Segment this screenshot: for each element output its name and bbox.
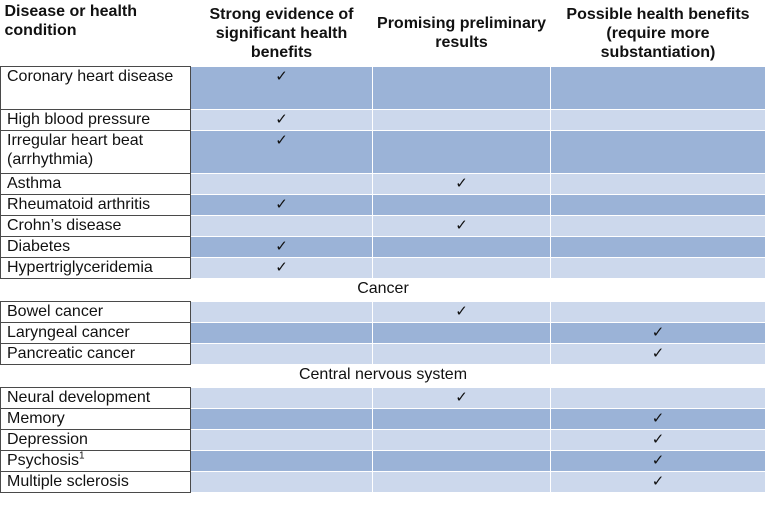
strong-evidence-cell <box>191 323 373 344</box>
check-icon: ✓ <box>275 238 288 255</box>
table-row <box>1 409 765 430</box>
promising-cell <box>373 409 551 430</box>
promising-cell <box>373 388 551 409</box>
check-icon: ✓ <box>651 473 665 490</box>
possible-cell <box>551 237 765 258</box>
header-condition: Disease or health condition <box>1 0 191 67</box>
possible-cell <box>551 131 765 174</box>
check-icon: ✓ <box>455 389 468 406</box>
check-icon: ✓ <box>651 345 665 362</box>
section-row <box>1 365 765 388</box>
condition-text: Laryngeal cancer <box>7 324 130 341</box>
promising-cell <box>373 67 551 110</box>
header-promising: Promising preliminary results <box>373 0 551 67</box>
promising-cell <box>373 237 551 258</box>
condition-text: Memory <box>7 410 65 427</box>
possible-cell <box>551 409 765 430</box>
condition-text: Diabetes <box>7 238 71 255</box>
possible-cell <box>551 110 765 131</box>
table-body <box>1 67 765 493</box>
condition-text: Coronary heart disease <box>7 68 174 85</box>
check-icon: ✓ <box>275 259 288 276</box>
check-icon: ✓ <box>651 324 665 341</box>
condition-text: Bowel cancer <box>7 303 104 320</box>
check-icon: ✓ <box>275 68 288 85</box>
section-row <box>1 279 765 302</box>
table-row <box>1 430 765 451</box>
strong-evidence-cell <box>191 237 373 258</box>
check-icon: ✓ <box>455 175 468 192</box>
condition-text: Psychosis <box>7 452 80 469</box>
check-icon: ✓ <box>275 111 288 128</box>
condition-label <box>1 451 191 472</box>
table-row <box>1 237 765 258</box>
table-row <box>1 302 765 323</box>
header-row <box>1 0 765 67</box>
strong-evidence-cell <box>191 195 373 216</box>
table-row <box>1 110 765 131</box>
condition-label <box>1 302 191 323</box>
check-icon: ✓ <box>455 303 468 320</box>
promising-cell <box>373 131 551 174</box>
strong-evidence-cell <box>191 174 373 195</box>
promising-cell <box>373 195 551 216</box>
promising-cell <box>373 110 551 131</box>
strong-evidence-cell <box>191 451 373 472</box>
strong-evidence-cell <box>191 258 373 279</box>
table-row <box>1 174 765 195</box>
footnote-marker: 1 <box>79 450 85 462</box>
possible-cell <box>551 258 765 279</box>
table-row <box>1 344 765 365</box>
condition-label <box>1 388 191 409</box>
condition-label <box>1 409 191 430</box>
check-icon: ✓ <box>455 217 468 234</box>
promising-cell <box>373 451 551 472</box>
possible-cell <box>551 451 765 472</box>
promising-cell <box>373 258 551 279</box>
condition-label <box>1 67 191 110</box>
condition-label <box>1 323 191 344</box>
condition-text: Rheumatoid arthritis <box>7 196 151 213</box>
table-row <box>1 388 765 409</box>
condition-label <box>1 344 191 365</box>
strong-evidence-cell <box>191 388 373 409</box>
table-row <box>1 472 765 493</box>
condition-text: Depression <box>7 431 88 448</box>
condition-label <box>1 195 191 216</box>
table-row <box>1 216 765 237</box>
promising-cell <box>373 472 551 493</box>
condition-text: Hypertriglyceridemia <box>7 259 153 276</box>
condition-text: Pancreatic cancer <box>7 345 136 362</box>
condition-label <box>1 216 191 237</box>
condition-label <box>1 110 191 131</box>
condition-label <box>1 258 191 279</box>
table-row <box>1 67 765 110</box>
table-row <box>1 131 765 174</box>
promising-cell <box>373 174 551 195</box>
section-label: Central nervous system <box>1 365 765 388</box>
strong-evidence-cell <box>191 131 373 174</box>
table-row <box>1 323 765 344</box>
condition-text: High blood pressure <box>7 111 151 128</box>
strong-evidence-cell <box>191 110 373 131</box>
condition-text: Irregular heart beat (arrhythmia) <box>7 132 144 168</box>
strong-evidence-cell <box>191 430 373 451</box>
table-row <box>1 451 765 472</box>
check-icon: ✓ <box>275 132 288 149</box>
header-possible: Possible health benefits (require more substantiation) <box>551 0 765 67</box>
possible-cell <box>551 174 765 195</box>
check-icon: ✓ <box>651 452 665 469</box>
possible-cell <box>551 430 765 451</box>
condition-label <box>1 237 191 258</box>
check-icon: ✓ <box>275 196 288 213</box>
possible-cell <box>551 302 765 323</box>
promising-cell <box>373 323 551 344</box>
header-strong-evidence: Strong evidence of significant health benefits <box>191 0 373 67</box>
condition-text: Crohn’s disease <box>7 217 122 234</box>
table-row <box>1 195 765 216</box>
promising-cell <box>373 216 551 237</box>
promising-cell <box>373 430 551 451</box>
condition-label <box>1 131 191 174</box>
condition-text: Asthma <box>7 175 62 192</box>
strong-evidence-cell <box>191 216 373 237</box>
strong-evidence-cell <box>191 472 373 493</box>
promising-cell <box>373 302 551 323</box>
table-row <box>1 258 765 279</box>
check-icon: ✓ <box>651 410 665 427</box>
check-icon: ✓ <box>651 431 665 448</box>
possible-cell <box>551 323 765 344</box>
strong-evidence-cell <box>191 409 373 430</box>
condition-label <box>1 472 191 493</box>
strong-evidence-cell <box>191 302 373 323</box>
possible-cell <box>551 344 765 365</box>
possible-cell <box>551 388 765 409</box>
strong-evidence-cell <box>191 67 373 110</box>
possible-cell <box>551 216 765 237</box>
condition-text: Neural development <box>7 389 151 406</box>
strong-evidence-cell <box>191 344 373 365</box>
possible-cell <box>551 195 765 216</box>
condition-text: Multiple sclerosis <box>7 473 129 490</box>
condition-label <box>1 174 191 195</box>
possible-cell <box>551 472 765 493</box>
possible-cell <box>551 67 765 110</box>
section-label: Cancer <box>1 279 765 302</box>
condition-label <box>1 430 191 451</box>
promising-cell <box>373 344 551 365</box>
